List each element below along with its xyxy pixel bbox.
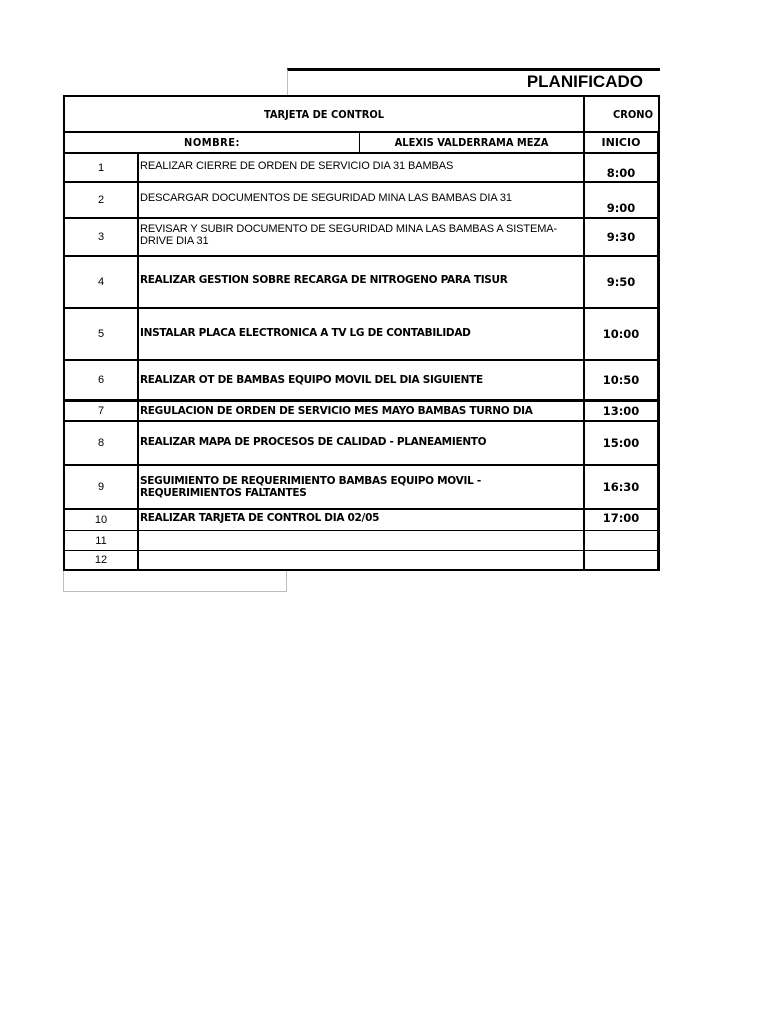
row-number: 11 — [95, 534, 107, 547]
start-time — [585, 531, 657, 550]
row-number: 2 — [97, 194, 105, 206]
row-number: 4 — [97, 276, 105, 288]
name-value: ALEXIS VALDERRAMA MEZA — [394, 136, 549, 149]
task-description: SEGUIMIENTO DE REQUERIMIENTO BAMBAS EQUIPO MOVIL - REQUERIMIENTOS FALTANTES — [140, 475, 481, 499]
start-time: 13:00 — [602, 404, 640, 418]
card-title: TARJETA DE CONTROL — [263, 107, 385, 121]
start-time: 9:00 — [606, 201, 636, 215]
task-description: REALIZAR TARJETA DE CONTROL DIA 02/05 — [140, 512, 380, 524]
task-description: REVISAR Y SUBIR DOCUMENTO DE SEGURIDAD MINA LAS BAMBAS A SISTEMA-DRIVE DIA 31 — [140, 223, 558, 247]
task-description: INSTALAR PLACA ELECTRONICA A TV LG DE CONTABILIDAD — [140, 327, 471, 339]
start-time: 8:00 — [606, 166, 636, 180]
start-time: 17:00 — [602, 511, 640, 525]
start-time: 9:50 — [606, 275, 636, 289]
task-description: REALIZAR GESTION SOBRE RECARGA DE NITROGENO PARA TISUR — [140, 274, 508, 286]
start-time: 10:00 — [602, 327, 640, 341]
task-description — [139, 551, 583, 569]
task-description — [139, 531, 583, 550]
grid-line — [657, 131, 659, 571]
empty-footer-cell — [63, 571, 287, 592]
row-number: 6 — [97, 374, 105, 386]
task-description: REALIZAR OT DE BAMBAS EQUIPO MOVIL DEL DIA SIGUIENTE — [140, 374, 483, 386]
row-number: 9 — [97, 481, 105, 493]
row-number: 3 — [97, 231, 105, 243]
schedule-title: CRONO — [613, 107, 653, 121]
start-time — [585, 551, 657, 569]
row-number: 12 — [94, 554, 108, 566]
row-number: 1 — [97, 161, 105, 174]
start-time: 9:30 — [606, 230, 636, 244]
page-title: PLANIFICADO — [526, 72, 643, 91]
start-time: 10:50 — [602, 373, 640, 387]
name-label: NOMBRE: — [184, 136, 240, 149]
task-description: REALIZAR CIERRE DE ORDEN DE SERVICIO DIA 31 BAMBAS — [140, 160, 454, 172]
task-description: REGULACION DE ORDEN DE SERVICIO MES MAYO BAMBAS TURNO DIA — [140, 405, 533, 417]
row-number: 8 — [97, 437, 105, 449]
start-time: 16:30 — [602, 480, 640, 494]
task-description: DESCARGAR DOCUMENTOS DE SEGURIDAD MINA LAS BAMBAS DIA 31 — [140, 192, 512, 204]
start-label: INICIO — [601, 136, 641, 149]
start-time: 15:00 — [602, 436, 640, 450]
row-number: 7 — [97, 405, 105, 417]
task-description: REALIZAR MAPA DE PROCESOS DE CALIDAD - PLANEAMIENTO — [140, 436, 487, 448]
row-number: 5 — [97, 328, 105, 340]
row-number: 10 — [94, 514, 108, 526]
